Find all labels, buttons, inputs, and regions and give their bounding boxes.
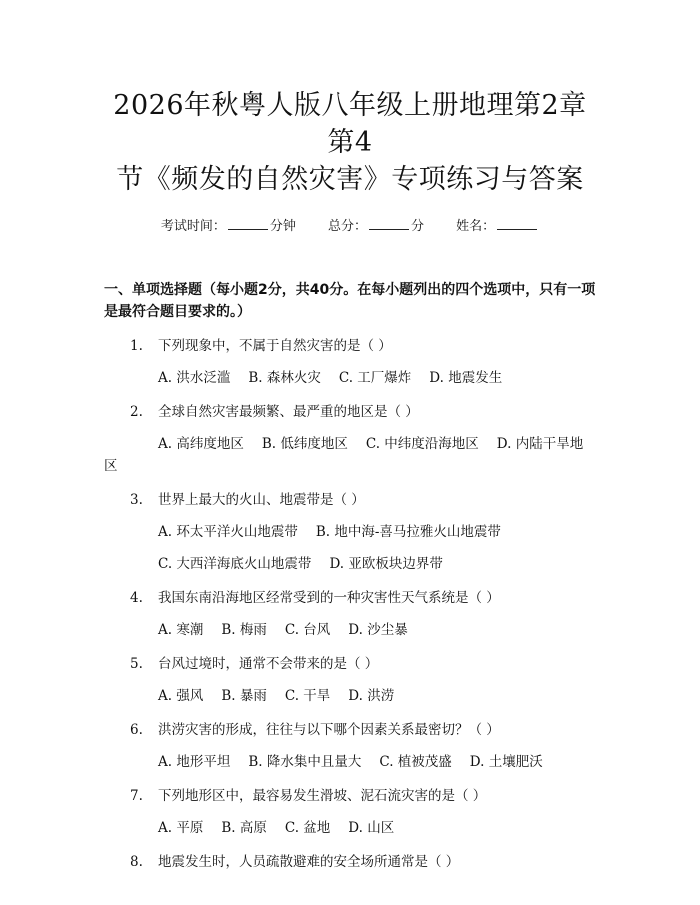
time-label: 考试时间：	[160, 219, 226, 234]
question-options	[104, 817, 596, 839]
option-c: C. 台风	[284, 622, 331, 638]
option-d: D. 内陆干旱地区	[104, 436, 584, 474]
question-8	[104, 851, 596, 873]
question-options	[104, 553, 596, 575]
option-c: C. 盆地	[284, 820, 331, 836]
question-stem: 5. 台风过境时，通常不会带来的是（ ）	[130, 656, 379, 672]
exam-name	[456, 219, 539, 234]
option-b: B. 高原	[221, 820, 267, 836]
option-b: B. 梅雨	[221, 622, 267, 638]
question-stem: 3. 世界上最大的火山、地震带是（ ）	[130, 492, 365, 508]
question-stem: 8. 地震发生时，人员疏散避难的安全场所通常是（ ）	[130, 854, 460, 870]
score-unit: 分	[411, 219, 425, 234]
question-stem: 7. 下列地形区中，最容易发生滑坡、泥石流灾害的是（ ）	[130, 788, 487, 804]
question-stem: 4. 我国东南沿海地区经常受到的一种灾害性天气系统是（ ）	[130, 590, 500, 606]
option-c: C. 植被茂盛	[379, 754, 452, 770]
question-options	[104, 751, 596, 773]
name-blank	[497, 217, 537, 230]
question-options	[104, 521, 596, 543]
title-line-1: 2026年秋粤人版八年级上册地理第2章第4	[113, 90, 587, 158]
question-options	[104, 367, 596, 389]
question-2	[104, 401, 596, 477]
score-label: 总分：	[327, 219, 367, 234]
question-stem: 1. 下列现象中，不属于自然灾害的是（ ）	[130, 338, 392, 354]
option-a: A. 强风	[158, 688, 204, 704]
question-options	[104, 619, 596, 641]
option-a: A. 地形平坦	[158, 754, 231, 770]
score-blank	[369, 217, 409, 230]
question-stem: 2. 全球自然灾害最频繁、最严重的地区是（ ）	[130, 404, 419, 420]
option-b: B. 降水集中且量大	[248, 754, 362, 770]
option-a: A. 高纬度地区	[158, 436, 244, 452]
question-6	[104, 719, 596, 773]
option-a: A. 寒潮	[158, 622, 204, 638]
question-3	[104, 489, 596, 575]
question-options	[104, 685, 596, 707]
option-b: B. 低纬度地区	[261, 436, 348, 452]
option-a: A. 环太平洋火山地震带	[158, 524, 298, 540]
option-b: B. 森林火灾	[248, 370, 321, 386]
time-unit: 分钟	[269, 219, 296, 234]
option-b: B. 暴雨	[221, 688, 267, 704]
option-d: D. 地震发生	[429, 370, 503, 386]
question-4	[104, 587, 596, 641]
option-d: D. 亚欧板块边界带	[329, 556, 443, 572]
question-options	[104, 433, 596, 477]
title-line-2: 节《频发的自然灾害》专项练习与答案	[116, 164, 584, 195]
option-c: C. 中纬度沿海地区	[365, 436, 479, 452]
option-d: D. 沙尘暴	[348, 622, 408, 638]
name-label: 姓名：	[456, 219, 496, 234]
option-a: A. 洪水泛滥	[158, 370, 231, 386]
option-d: D. 土壤肥沃	[469, 754, 543, 770]
option-b: B. 地中海-喜马拉雅火山地震带	[315, 524, 501, 540]
option-c: C. 干旱	[284, 688, 331, 704]
question-stem: 6. 洪涝灾害的形成，往往与以下哪个因素关系最密切？（ ）	[130, 722, 500, 738]
time-blank	[228, 217, 268, 230]
question-5	[104, 653, 596, 707]
question-1	[104, 335, 596, 389]
section-title: 一、单项选择题（每小题2分，共40分。在每小题列出的四个选项中，只有一项是最符合题目要求的。）	[104, 282, 596, 320]
exam-time	[161, 219, 296, 234]
option-c: C. 工厂爆炸	[338, 370, 412, 386]
option-d: D. 洪涝	[348, 688, 395, 704]
exam-meta	[104, 217, 596, 236]
exam-score	[328, 219, 424, 234]
document-title	[104, 0, 596, 198]
option-c: C. 大西洋海底火山地震带	[158, 556, 312, 572]
question-7	[104, 785, 596, 839]
option-a: A. 平原	[158, 820, 204, 836]
option-d: D. 山区	[348, 820, 395, 836]
